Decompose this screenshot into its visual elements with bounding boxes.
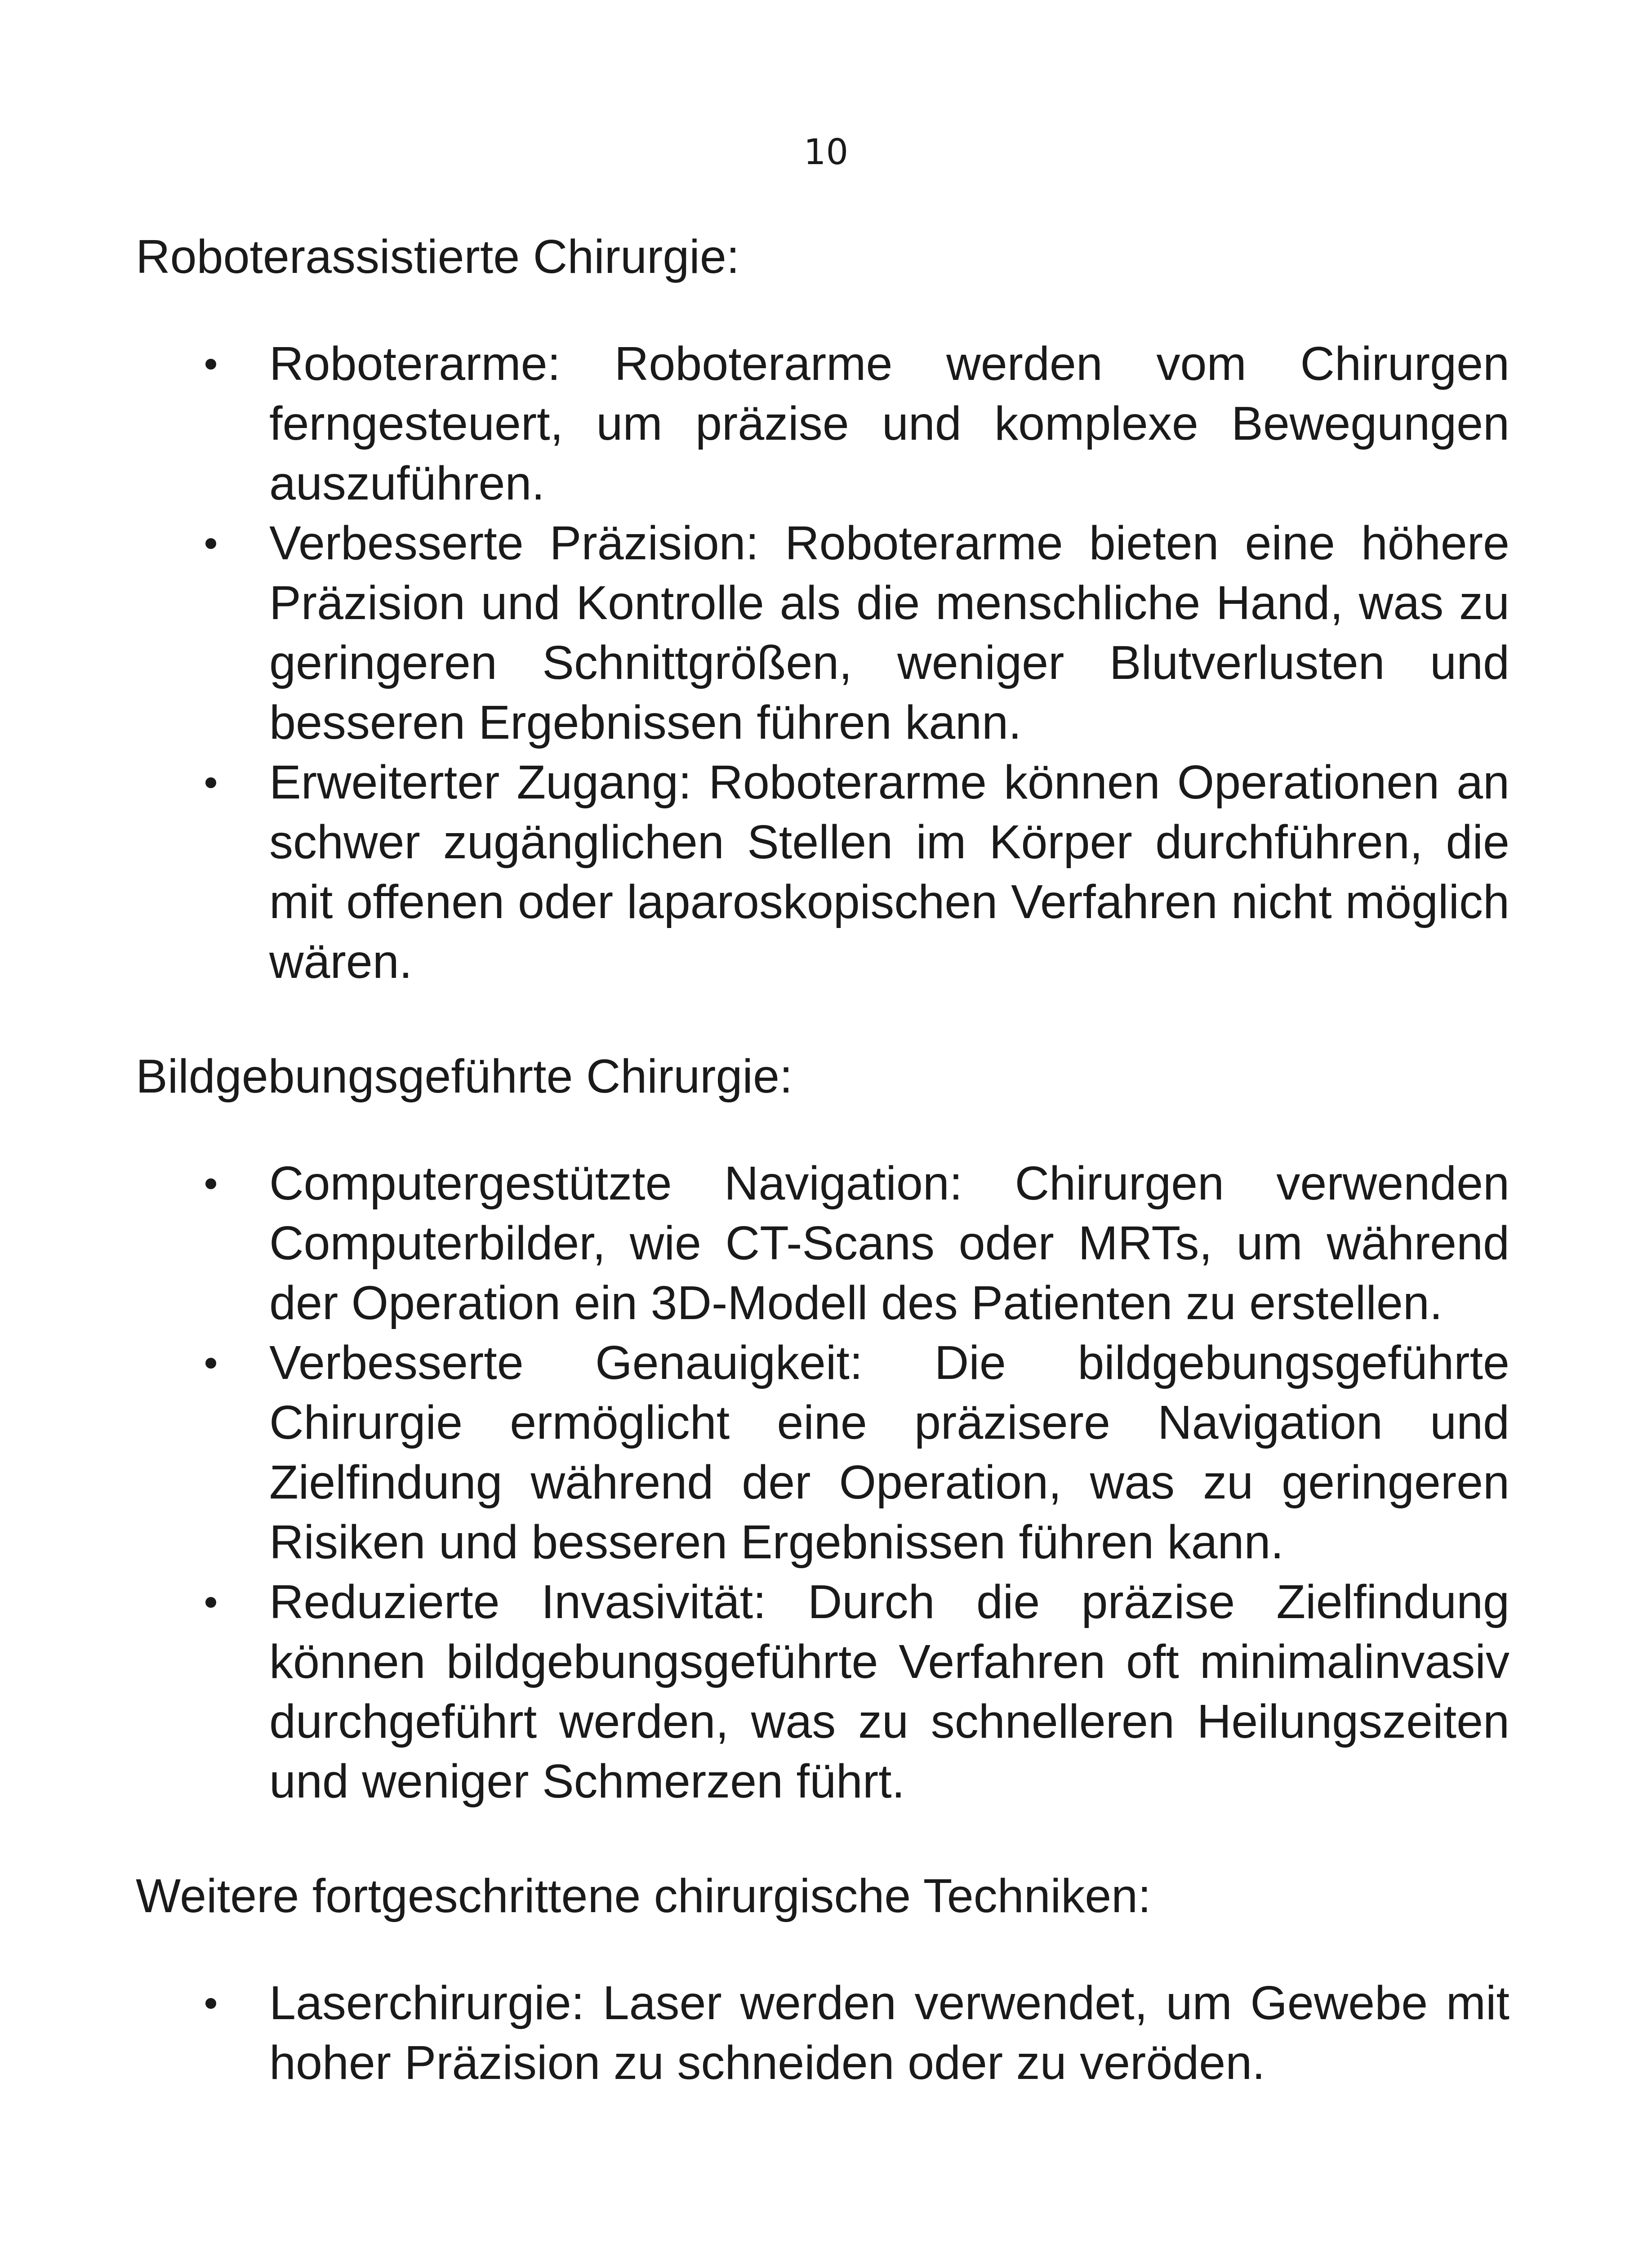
list-item-text: Reduzierte Invasivität: Durch die präzise Zielfindung können bildgebungsgeführte Verfahren oft minimalinvasiv durchgeführt werden, was zu schnelleren Heilungszeiten und weniger Schmerzen führt.: [269, 1575, 1510, 1808]
page-content: [136, 227, 1510, 2093]
list-item-text: Laserchirurgie: Laser werden verwendet, um Gewebe mit hoher Präzision zu schneiden oder zu veröden.: [269, 1976, 1510, 2089]
section-heading: Bildgebungsgeführte Chirurgie:: [136, 1050, 793, 1103]
list-item: [136, 334, 1510, 513]
list-item-text: Computergestützte Navigation: Chirurgen verwenden Computerbilder, wie CT-Scans oder MRTs, um während der Operation ein 3D-Modell des Patienten zu erstellen.: [269, 1157, 1510, 1329]
list-item: [136, 1572, 1510, 1811]
bullet-list: [136, 1973, 1510, 2093]
section-roboterassistierte-chirurgie: [136, 227, 1510, 992]
bullet-icon: [205, 359, 216, 370]
bullet-list: [136, 1154, 1510, 1811]
section-bildgebungsgefuehrte-chirurgie: [136, 1047, 1510, 1811]
list-item-text: Verbesserte Genauigkeit: Die bildgebungsgeführte Chirurgie ermöglicht eine präzisere Navigation und Zielfindung während der Operation, was zu geringeren Risiken und besseren Ergebnissen führen kann.: [269, 1336, 1510, 1569]
bullet-icon: [205, 777, 216, 788]
section-heading: Weitere fortgeschrittene chirurgische Techniken:: [136, 1869, 1151, 1922]
list-item-text: Roboterarme: Roboterarme werden vom Chirurgen ferngesteuert, um präzise und komplexe Bewegungen auszuführen.: [269, 337, 1510, 510]
bullet-icon: [205, 1597, 216, 1608]
list-item: [136, 1333, 1510, 1572]
bullet-icon: [205, 1178, 216, 1189]
bullet-icon: [205, 538, 216, 549]
list-item: [136, 753, 1510, 992]
list-item-text: Erweiterter Zugang: Roboterarme können Operationen an schwer zugänglichen Stellen im Körper durchführen, die mit offenen oder laparoskopischen Verfahren nicht möglich wären.: [269, 756, 1510, 988]
bullet-icon: [205, 1998, 216, 2009]
bullet-icon: [205, 1358, 216, 1369]
list-item-text: Verbesserte Präzision: Roboterarme bieten eine höhere Präzision und Kontrolle als die menschliche Hand, was zu geringeren Schnittgrößen, weniger Blutverlusten und besseren Ergebnissen führen kann.: [269, 517, 1510, 749]
list-item: [136, 1154, 1510, 1333]
bullet-list: [136, 334, 1510, 992]
page-number: 10: [803, 132, 849, 173]
list-item: [136, 513, 1510, 753]
section-weitere-techniken: [136, 1866, 1510, 2093]
list-item: [136, 1973, 1510, 2093]
section-heading: Roboterassistierte Chirurgie:: [136, 230, 740, 283]
